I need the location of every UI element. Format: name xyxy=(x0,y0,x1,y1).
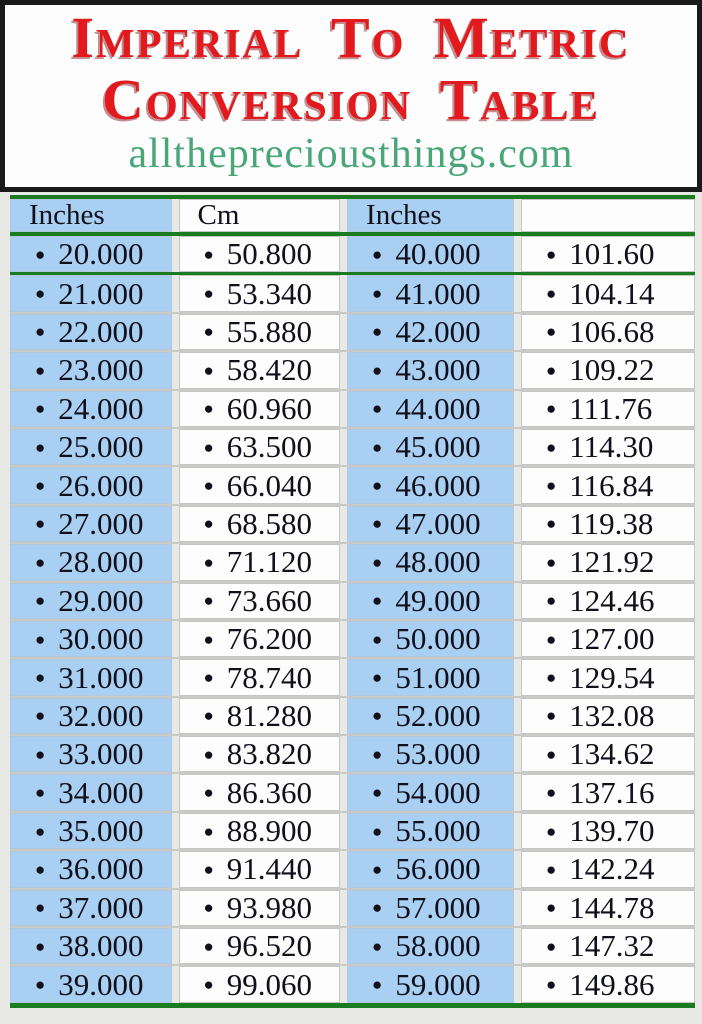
table-cell xyxy=(521,621,695,657)
column-header-cm-1: Cm xyxy=(179,199,341,232)
table-row xyxy=(10,928,695,964)
table-row xyxy=(10,813,695,849)
bullet-icon: ● xyxy=(372,552,383,572)
cell-value: 58.000 xyxy=(395,928,481,964)
cell-value: 132.08 xyxy=(569,697,655,733)
bullet-icon: ● xyxy=(372,744,383,764)
table-cell xyxy=(521,928,695,964)
bullet-icon: ● xyxy=(546,437,557,457)
bullet-icon: ● xyxy=(372,783,383,803)
cell-value: 73.660 xyxy=(226,582,313,618)
bullet-icon: ● xyxy=(546,859,557,879)
table-row xyxy=(10,659,695,695)
bullet-icon: ● xyxy=(203,244,214,264)
table-cell xyxy=(10,391,172,427)
table-cell xyxy=(179,851,341,887)
cell-value: 41.000 xyxy=(395,275,481,311)
column-header-inches-2: Inches xyxy=(347,199,514,232)
bullet-icon: ● xyxy=(35,783,46,803)
cell-value: 78.740 xyxy=(226,659,313,695)
table-cell xyxy=(521,236,695,272)
table-cell xyxy=(10,851,172,887)
table-cell xyxy=(179,583,341,619)
bullet-icon: ● xyxy=(203,399,214,419)
cell-value: 53.340 xyxy=(226,275,313,311)
cell-value: 49.000 xyxy=(395,582,481,618)
table-cell xyxy=(179,236,341,272)
cell-value: 60.960 xyxy=(226,390,313,426)
bullet-icon: ● xyxy=(35,552,46,572)
cell-value: 34.000 xyxy=(58,774,144,810)
table-cell xyxy=(10,544,172,580)
table-cell xyxy=(347,352,514,388)
cell-value: 147.32 xyxy=(569,928,655,964)
bullet-icon: ● xyxy=(35,360,46,380)
bullet-icon: ● xyxy=(372,591,383,611)
cell-value: 44.000 xyxy=(395,390,481,426)
table-cell xyxy=(521,659,695,695)
bullet-icon: ● xyxy=(372,284,383,304)
bullet-icon: ● xyxy=(546,284,557,304)
table-cell xyxy=(521,890,695,926)
table-cell xyxy=(347,659,514,695)
table-row xyxy=(10,544,695,580)
cell-value: 139.70 xyxy=(569,813,655,849)
cell-value: 48.000 xyxy=(395,544,481,580)
table-cell xyxy=(10,314,172,350)
table-bottom-rule xyxy=(10,1003,695,1008)
bullet-icon: ● xyxy=(546,783,557,803)
table-cell xyxy=(521,966,695,1002)
bullet-icon: ● xyxy=(372,821,383,841)
bullet-icon: ● xyxy=(546,821,557,841)
cell-value: 24.000 xyxy=(58,390,144,426)
cell-value: 38.000 xyxy=(58,928,144,964)
table-row xyxy=(10,236,695,272)
cell-value: 55.880 xyxy=(226,313,313,349)
cell-value: 39.000 xyxy=(58,966,144,1002)
bullet-icon: ● xyxy=(372,476,383,496)
table-cell xyxy=(10,966,172,1002)
table-cell xyxy=(347,429,514,465)
website-url: allthepreciousthings.com xyxy=(128,131,574,177)
cell-value: 55.000 xyxy=(395,813,481,849)
table-cell xyxy=(347,275,514,311)
bullet-icon: ● xyxy=(35,476,46,496)
table-cell xyxy=(179,928,341,964)
table-cell xyxy=(347,966,514,1002)
cell-value: 32.000 xyxy=(58,697,144,733)
table-cell xyxy=(10,275,172,311)
bullet-icon: ● xyxy=(35,399,46,419)
bullet-icon: ● xyxy=(546,514,557,534)
bullet-icon: ● xyxy=(203,514,214,534)
bullet-icon: ● xyxy=(35,975,46,995)
table-cell xyxy=(347,236,514,272)
cell-value: 121.92 xyxy=(569,544,655,580)
table-cell xyxy=(179,391,341,427)
bullet-icon: ● xyxy=(35,322,46,342)
table-cell xyxy=(179,275,341,311)
cell-value: 91.440 xyxy=(226,851,313,887)
table-row xyxy=(10,966,695,1002)
table-cell xyxy=(521,813,695,849)
bullet-icon: ● xyxy=(546,552,557,572)
table-row xyxy=(10,583,695,619)
bullet-icon: ● xyxy=(372,629,383,649)
table-rows xyxy=(10,236,695,1003)
bullet-icon: ● xyxy=(372,244,383,264)
table-row xyxy=(10,736,695,772)
table-cell xyxy=(521,774,695,810)
table-cell xyxy=(179,890,341,926)
table-cell xyxy=(521,736,695,772)
cell-value: 149.86 xyxy=(569,966,655,1002)
title-card xyxy=(0,0,702,192)
cell-value: 47.000 xyxy=(395,505,481,541)
table-cell xyxy=(521,391,695,427)
table-cell xyxy=(179,314,341,350)
cell-value: 23.000 xyxy=(58,352,144,388)
bullet-icon: ● xyxy=(372,936,383,956)
cell-value: 45.000 xyxy=(395,429,481,465)
cell-value: 31.000 xyxy=(58,659,144,695)
bullet-icon: ● xyxy=(203,936,214,956)
table-row xyxy=(10,698,695,734)
table-cell xyxy=(347,583,514,619)
table-cell xyxy=(179,352,341,388)
table-row xyxy=(10,621,695,657)
table-cell xyxy=(10,467,172,503)
table-cell xyxy=(10,813,172,849)
table-cell xyxy=(179,698,341,734)
cell-value: 25.000 xyxy=(58,429,144,465)
table-row xyxy=(10,890,695,926)
table-cell xyxy=(347,506,514,542)
cell-value: 137.16 xyxy=(569,774,655,810)
table-cell xyxy=(347,621,514,657)
cell-value: 71.120 xyxy=(226,544,313,580)
bullet-icon: ● xyxy=(372,975,383,995)
bullet-icon: ● xyxy=(203,360,214,380)
cell-value: 36.000 xyxy=(58,851,144,887)
bullet-icon: ● xyxy=(35,244,46,264)
bullet-icon: ● xyxy=(203,744,214,764)
table-row xyxy=(10,275,695,311)
table-row xyxy=(10,467,695,503)
bullet-icon: ● xyxy=(35,706,46,726)
cell-value: 35.000 xyxy=(58,813,144,849)
bullet-icon: ● xyxy=(546,975,557,995)
bullet-icon: ● xyxy=(546,244,557,264)
bullet-icon: ● xyxy=(546,399,557,419)
cell-value: 109.22 xyxy=(569,352,655,388)
bullet-icon: ● xyxy=(546,476,557,496)
bullet-icon: ● xyxy=(203,437,214,457)
cell-value: 119.38 xyxy=(569,505,654,541)
table-cell xyxy=(179,621,341,657)
bullet-icon: ● xyxy=(546,706,557,726)
table-cell xyxy=(10,659,172,695)
cell-value: 20.000 xyxy=(58,236,144,272)
table-row xyxy=(10,391,695,427)
table-cell xyxy=(521,544,695,580)
page-title-line2: Conversion Table xyxy=(102,67,600,132)
bullet-icon: ● xyxy=(35,821,46,841)
cell-value: 58.420 xyxy=(226,352,313,388)
table-cell xyxy=(10,928,172,964)
cell-value: 40.000 xyxy=(395,236,481,272)
cell-value: 142.24 xyxy=(569,851,655,887)
table-row xyxy=(10,851,695,887)
bullet-icon: ● xyxy=(203,476,214,496)
cell-value: 101.60 xyxy=(569,236,655,272)
column-header-cm-2 xyxy=(521,199,695,232)
cell-value: 21.000 xyxy=(58,275,144,311)
table-cell xyxy=(10,736,172,772)
cell-value: 76.200 xyxy=(226,621,313,657)
bullet-icon: ● xyxy=(35,591,46,611)
cell-value: 144.78 xyxy=(569,889,655,925)
page-title-line1: Imperial To Metric xyxy=(71,5,631,70)
cell-value: 46.000 xyxy=(395,467,481,503)
cell-value: 99.060 xyxy=(226,966,313,1002)
table-cell xyxy=(521,583,695,619)
cell-value: 127.00 xyxy=(569,621,655,657)
bullet-icon: ● xyxy=(203,821,214,841)
table-cell xyxy=(521,467,695,503)
cell-value: 63.500 xyxy=(226,429,313,465)
cell-value: 50.000 xyxy=(395,621,481,657)
table-cell xyxy=(179,544,341,580)
cell-value: 83.820 xyxy=(226,736,313,772)
table-cell xyxy=(179,774,341,810)
table-cell xyxy=(179,736,341,772)
table-cell xyxy=(521,698,695,734)
cell-value: 22.000 xyxy=(58,313,144,349)
bullet-icon: ● xyxy=(35,667,46,687)
cell-value: 68.580 xyxy=(226,505,313,541)
table-cell xyxy=(10,621,172,657)
bullet-icon: ● xyxy=(372,399,383,419)
bullet-icon: ● xyxy=(546,629,557,649)
table-cell xyxy=(521,314,695,350)
table-row xyxy=(10,506,695,542)
cell-value: 26.000 xyxy=(58,467,144,503)
table-row xyxy=(10,774,695,810)
table-row xyxy=(10,429,695,465)
bullet-icon: ● xyxy=(203,322,214,342)
bullet-icon: ● xyxy=(372,859,383,879)
cell-value: 59.000 xyxy=(395,966,481,1002)
cell-value: 96.520 xyxy=(226,928,313,964)
bullet-icon: ● xyxy=(203,706,214,726)
cell-value: 124.46 xyxy=(569,582,655,618)
cell-value: 66.040 xyxy=(226,467,313,503)
cell-value: 30.000 xyxy=(58,621,144,657)
bullet-icon: ● xyxy=(203,629,214,649)
bullet-icon: ● xyxy=(372,706,383,726)
bullet-icon: ● xyxy=(203,667,214,687)
cell-value: 114.30 xyxy=(569,429,654,465)
table-cell xyxy=(347,467,514,503)
bullet-icon: ● xyxy=(546,936,557,956)
table-cell xyxy=(179,506,341,542)
table-cell xyxy=(179,467,341,503)
table-row xyxy=(10,352,695,388)
cell-value: 28.000 xyxy=(58,544,144,580)
cell-value: 111.76 xyxy=(569,390,653,426)
bullet-icon: ● xyxy=(203,552,214,572)
cell-value: 134.62 xyxy=(569,736,655,772)
conversion-table xyxy=(10,195,695,1008)
table-cell xyxy=(347,890,514,926)
table-cell xyxy=(10,506,172,542)
table-cell xyxy=(179,659,341,695)
cell-value: 43.000 xyxy=(395,352,481,388)
table-cell xyxy=(521,275,695,311)
bullet-icon: ● xyxy=(35,898,46,918)
bullet-icon: ● xyxy=(35,629,46,649)
cell-value: 104.14 xyxy=(569,275,655,311)
table-cell xyxy=(347,314,514,350)
table-cell xyxy=(10,583,172,619)
cell-value: 116.84 xyxy=(569,467,654,503)
table-cell xyxy=(521,429,695,465)
bullet-icon: ● xyxy=(35,744,46,764)
bullet-icon: ● xyxy=(35,936,46,956)
table-header-row xyxy=(10,199,695,232)
table-cell xyxy=(179,813,341,849)
bullet-icon: ● xyxy=(546,591,557,611)
cell-value: 51.000 xyxy=(395,659,481,695)
table-cell xyxy=(347,928,514,964)
bullet-icon: ● xyxy=(546,360,557,380)
bullet-icon: ● xyxy=(546,898,557,918)
cell-value: 27.000 xyxy=(58,505,144,541)
cell-value: 54.000 xyxy=(395,774,481,810)
bullet-icon: ● xyxy=(546,744,557,764)
bullet-icon: ● xyxy=(372,322,383,342)
table-cell xyxy=(10,429,172,465)
table-cell xyxy=(347,544,514,580)
bullet-icon: ● xyxy=(546,667,557,687)
bullet-icon: ● xyxy=(35,859,46,879)
table-cell xyxy=(10,774,172,810)
bullet-icon: ● xyxy=(35,514,46,534)
cell-value: 56.000 xyxy=(395,851,481,887)
bullet-icon: ● xyxy=(203,783,214,803)
bullet-icon: ● xyxy=(203,859,214,879)
bullet-icon: ● xyxy=(203,284,214,304)
bullet-icon: ● xyxy=(35,437,46,457)
cell-value: 57.000 xyxy=(395,889,481,925)
bullet-icon: ● xyxy=(203,591,214,611)
table-cell xyxy=(10,352,172,388)
bullet-icon: ● xyxy=(372,360,383,380)
table-cell xyxy=(10,890,172,926)
table-cell xyxy=(347,736,514,772)
cell-value: 42.000 xyxy=(395,313,481,349)
table-cell xyxy=(179,966,341,1002)
table-cell xyxy=(521,352,695,388)
cell-value: 93.980 xyxy=(226,889,313,925)
cell-value: 33.000 xyxy=(58,736,144,772)
table-cell xyxy=(347,851,514,887)
table-cell xyxy=(10,236,172,272)
cell-value: 53.000 xyxy=(395,736,481,772)
table-cell xyxy=(347,774,514,810)
bullet-icon: ● xyxy=(203,898,214,918)
table-cell xyxy=(521,851,695,887)
table-cell xyxy=(10,698,172,734)
table-cell xyxy=(347,698,514,734)
cell-value: 29.000 xyxy=(58,582,144,618)
bullet-icon: ● xyxy=(372,437,383,457)
table-cell xyxy=(347,813,514,849)
bullet-icon: ● xyxy=(35,284,46,304)
bullet-icon: ● xyxy=(372,667,383,687)
cell-value: 86.360 xyxy=(226,774,313,810)
bullet-icon: ● xyxy=(203,975,214,995)
bullet-icon: ● xyxy=(372,514,383,534)
column-header-inches-1: Inches xyxy=(10,199,172,232)
table-cell xyxy=(521,506,695,542)
cell-value: 52.000 xyxy=(395,697,481,733)
table-cell xyxy=(347,391,514,427)
table-row xyxy=(10,314,695,350)
bullet-icon: ● xyxy=(546,322,557,342)
cell-value: 50.800 xyxy=(226,236,313,272)
cell-value: 106.68 xyxy=(569,313,655,349)
cell-value: 37.000 xyxy=(58,889,144,925)
table-cell xyxy=(179,429,341,465)
bullet-icon: ● xyxy=(372,898,383,918)
cell-value: 129.54 xyxy=(569,659,655,695)
cell-value: 88.900 xyxy=(226,813,313,849)
cell-value: 81.280 xyxy=(226,697,313,733)
